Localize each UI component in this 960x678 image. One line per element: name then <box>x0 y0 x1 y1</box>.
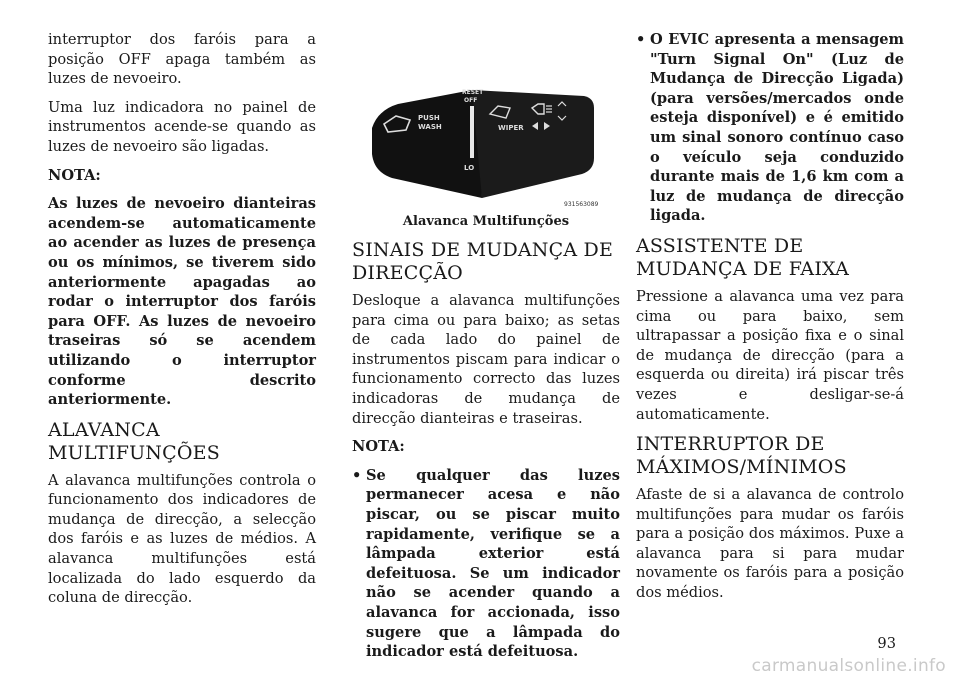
label-push: PUSH <box>418 114 440 122</box>
note-fog-lights: As luzes de nevoeiro dianteiras acendem-se automaticamente ao acender as luzes de presença ou os mínimos, se tiverem sido anteriormente apagadas ao rodar o interruptor dos faróis para OFF. As luzes de nevoeiro traseiras só se acendem utilizando o interruptor conforme descrito anteriormente. <box>48 195 316 409</box>
paragraph-lane-change: Pressione a alavanca uma vez para cima ou para baixo, sem ultrapassar a posição fixa e o sinal de mudança de direcção (para a esquerda ou direita) irá piscar três vezes e desligar-se-á automaticamente. <box>636 287 904 423</box>
page-number: 93 <box>877 635 896 652</box>
multifunction-lever-figure <box>372 66 600 210</box>
label-lo: LO <box>464 164 475 172</box>
column-right <box>636 30 904 612</box>
list-item: • O EVIC apresenta a mensagem "Turn Signal On" (Luz de Mudança de Direcção Ligada) (para versões/mercados onde esteja disponível) e é emitido um sinal sonoro contínuo caso o veículo seja conduzido durante mais de 1,6 km com a luz de mudança de direcção ligada. <box>636 30 904 226</box>
heading-multifunction-lever: ALAVANCA MULTIFUNÇÕES <box>48 418 220 464</box>
multifunction-lever-illustration <box>372 66 600 210</box>
note-bullet-list <box>352 466 620 662</box>
column-left <box>48 30 316 617</box>
paragraph-multifunction-lever: A alavanca multifunções controla o funcionamento dos indicadores de mudança de direcção, a selecção dos faróis e as luzes de médios. A alavanca multifunções está localizada do lado esquerdo da coluna de direcção. <box>48 471 316 607</box>
paragraph-turn-signals: Desloque a alavanca multifunções para cima ou para baixo; as setas de cada lado do painel de instrumentos piscam para indicar o funcionamento correcto das luzes indicadoras de mudança de direcção dianteiras e traseiras. <box>352 292 620 427</box>
paragraph-beam-switch: Afaste de si a alavanca de controlo multifunções para mudar os faróis para a posição dos máximos. Puxe a alavanca para si para mudar novamente os faróis para a posição dos médios. <box>636 486 904 602</box>
label-reset: RESET <box>462 89 484 96</box>
lever-end-cap <box>372 90 482 198</box>
label-wiper: WIPER <box>498 124 524 132</box>
paragraph-fog-off: interruptor dos faróis para a posição OFF apaga também as luzes de nevoeiro. <box>48 31 316 88</box>
list-item: • Se qualquer das luzes permanecer acesa e não piscar, ou se piscar muito rapidamente, verifique se a lâmpada exterior está defeituosa. Se um indicador não se acender quando a alavanca for accionada, isso sugere que a lâmpada do indicador está defeituosa. <box>352 466 620 662</box>
heading-turn-signals: SINAIS DE MUDANÇA DE DIRECÇÃO <box>352 239 614 284</box>
note-label: NOTA: <box>48 166 101 184</box>
heading-beam-switch: INTERRUPTOR DE MÁXIMOS/MÍNIMOS <box>636 433 847 479</box>
label-wash: WASH <box>418 123 442 131</box>
heading-lane-change: ASSISTENTE DE MUDANÇA DE FAIXA <box>636 234 850 280</box>
column-middle <box>352 30 620 671</box>
note-label: NOTA: <box>352 438 405 456</box>
paragraph-fog-indicator: Uma luz indicadora no painel de instrumentos acende-se quando as luzes de nevoeiro são ligadas. <box>48 98 316 155</box>
label-off: OFF <box>464 97 478 104</box>
watermark-text: carmanualsonline.info <box>751 656 946 676</box>
figure-code: 931563089 <box>564 201 599 208</box>
lever-ring-divider <box>470 106 474 158</box>
bullet-list <box>636 30 904 226</box>
figure-caption: Alavanca Multifunções <box>402 214 570 229</box>
lever-stalk <box>472 90 594 198</box>
